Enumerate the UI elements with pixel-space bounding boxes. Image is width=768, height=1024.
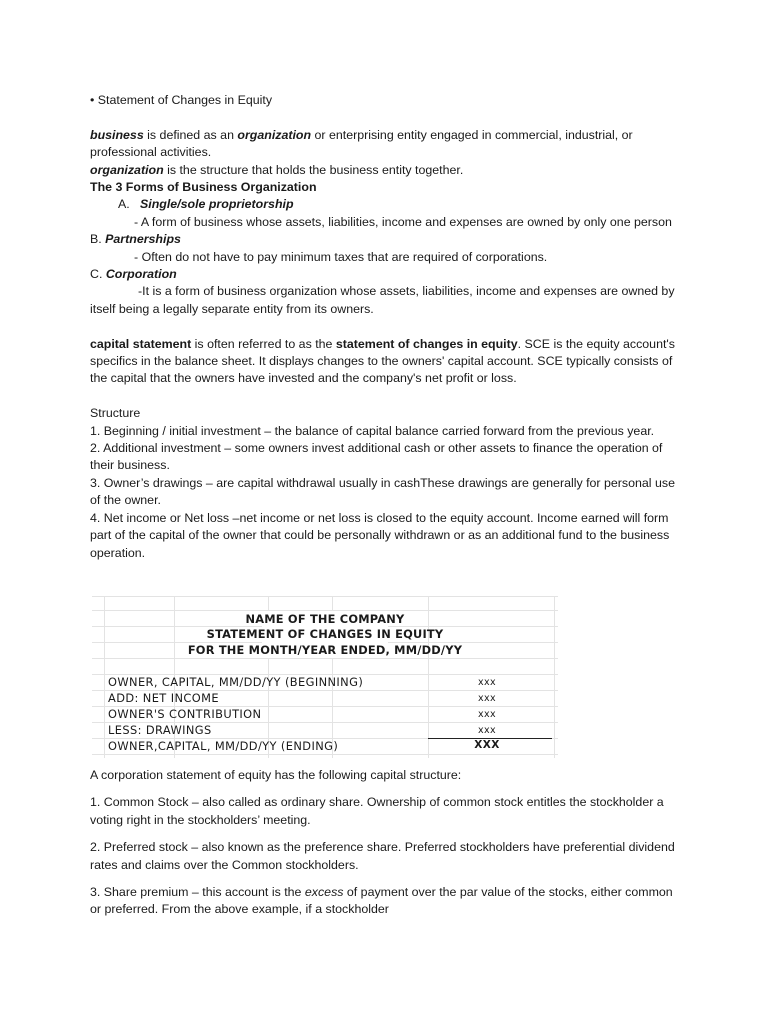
bullet-heading: • Statement of Changes in Equity bbox=[90, 93, 273, 107]
table-row-label: LESS: DRAWINGS bbox=[108, 723, 212, 737]
table-row-label: ADD: NET INCOME bbox=[108, 691, 219, 705]
structure-item-2: 2. Additional investment – some owners invest additional cash or other assets to finance the operation of their business. bbox=[90, 441, 663, 473]
structure-item-1: 1. Beginning / initial investment – the balance of capital balance carried forward from the previous year. bbox=[90, 423, 655, 438]
business-definition: business is defined as an organization or enterprising entity engaged in commercial, industrial, or professional activities. bbox=[90, 127, 633, 160]
corporation-intro: A corporation statement of equity has the following capital structure: bbox=[90, 768, 462, 782]
corporation-item-2: 2. Preferred stock – also known as the preference share. Preferred stockholders have preferential dividend rates and claims over the Common stockholders. bbox=[90, 840, 675, 872]
term-business: business bbox=[90, 127, 144, 142]
table-row-label: OWNER, CAPITAL, MM/DD/YY (BEGINNING) bbox=[108, 675, 364, 689]
table-row-amount: xxx bbox=[477, 693, 497, 704]
corporation-item-3: 3. Share premium – this account is the excess of payment over the par value of the stocks, either common or preferred. From the above example, if a stockholder bbox=[90, 885, 673, 917]
table-row-label: OWNER'S CONTRIBUTION bbox=[108, 707, 262, 721]
form-b-title: B. Partnerships bbox=[90, 232, 181, 247]
corporation-item-1: 1. Common Stock – also called as ordinary share. Ownership of common stock entitles the stockholder a voting right in the stockholders’ meeting. bbox=[90, 795, 664, 827]
table-title-statement: STATEMENT OF CHANGES IN EQUITY bbox=[206, 627, 444, 641]
table-row-amount: XXX bbox=[474, 739, 500, 751]
form-a-desc: - A form of business whose assets, liabilities, income and expenses are owned by only one person bbox=[134, 214, 672, 229]
capital-statement-paragraph: capital statement is often referred to as the statement of changes in equity. SCE is the equity account's specifics in the balance sheet. It displays changes to the owners' capital account. SCE typically consists of the capital that the owners have invested and the company's net profit or loss. bbox=[90, 336, 675, 386]
structure-item-4: 4. Net income or Net loss –net income or net loss is closed to the equity account. Income earned will form part of the capital of the owner that could be personally withdrawn or as an additional fund to the business operation. bbox=[90, 510, 670, 560]
document-body bbox=[90, 92, 680, 562]
form-c-desc: -It is a form of business organization whose assets, liabilities, income and expenses are owned by itself being a legally separate entity from its owners. bbox=[90, 284, 675, 316]
structure-heading: Structure bbox=[90, 406, 141, 421]
table-row-amount: xxx bbox=[477, 725, 497, 736]
form-c-title: C. Corporation bbox=[90, 267, 177, 282]
equity-statement-table bbox=[92, 596, 558, 758]
organization-definition: organization is the structure that holds the business entity together. bbox=[90, 162, 464, 177]
term-organization: organization bbox=[237, 127, 312, 142]
table-row-amount: xxx bbox=[477, 677, 497, 688]
table-row-amount: xxx bbox=[477, 709, 497, 720]
form-b-desc: - Often do not have to pay minimum taxes that are required of corporations. bbox=[134, 249, 548, 264]
form-a-title: A. Single/sole proprietorship bbox=[118, 197, 294, 212]
term-organization-2: organization bbox=[90, 162, 164, 177]
corporation-section bbox=[90, 767, 680, 919]
table-title-company: NAME OF THE COMPANY bbox=[245, 612, 405, 626]
structure-item-3: 3. Owner’s drawings – are capital withdrawal usually in cashThese drawings are generally for personal use of the owner. bbox=[90, 475, 675, 508]
table-title-period: FOR THE MONTH/YEAR ENDED, MM/DD/YY bbox=[187, 643, 463, 657]
forms-heading: The 3 Forms of Business Organization bbox=[90, 180, 317, 195]
table-row-label: OWNER,CAPITAL, MM/DD/YY (ENDING) bbox=[108, 739, 339, 753]
